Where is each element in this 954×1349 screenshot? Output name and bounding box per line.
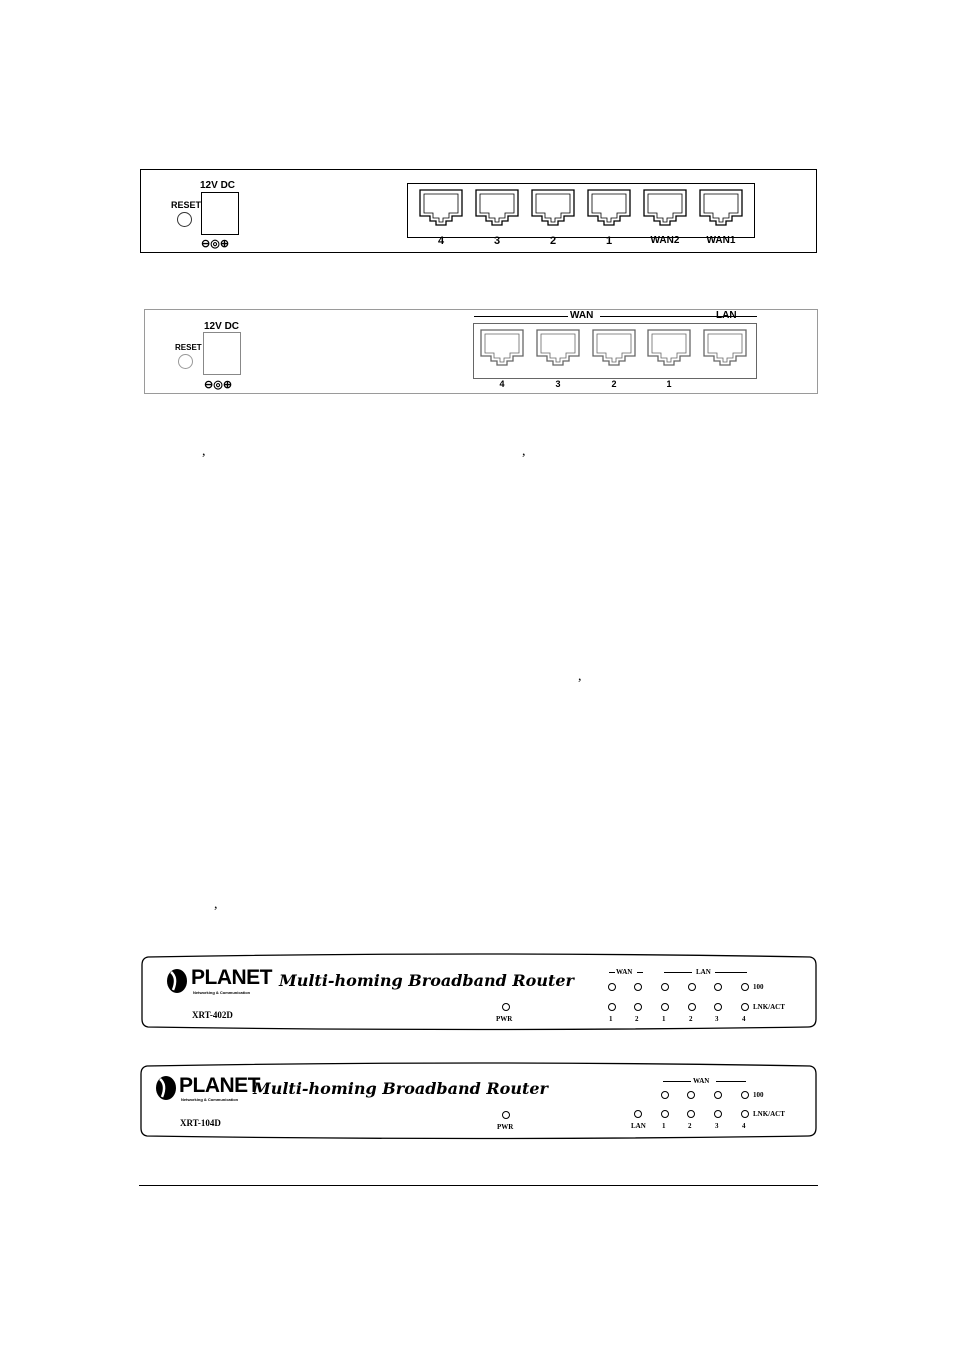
lan-bracket-line (715, 972, 747, 973)
link-led (741, 1003, 749, 1011)
rj45-port (645, 327, 693, 369)
link-led (714, 1110, 722, 1118)
front-panel-xrt402d (140, 953, 818, 1031)
pwr-label: PWR (497, 1123, 514, 1131)
rj45-port-icon (701, 327, 749, 369)
rj45-port (473, 187, 521, 229)
power-jack (201, 192, 239, 235)
rj45-port-icon (645, 327, 693, 369)
wan-group-label: WAN (693, 1077, 710, 1085)
link-led (687, 1110, 695, 1118)
port-label: 3 (555, 379, 561, 389)
wan-bracket-left (474, 316, 568, 317)
port-label: 4 (499, 379, 505, 389)
rear-panel-xrt104d (144, 309, 818, 394)
product-name: Multi-homing Broadband Router (279, 971, 574, 990)
model-number: XRT-402D (192, 1010, 233, 1020)
stray-mark: , (578, 669, 582, 684)
pwr-led (502, 1003, 510, 1011)
power-label: 12V DC (204, 321, 240, 332)
power-jack (203, 332, 241, 375)
port-label: WAN1 (706, 235, 736, 246)
wan-group-label: WAN (616, 968, 633, 976)
link-led (608, 1003, 616, 1011)
led-port-label: 1 (662, 1015, 666, 1023)
rj45-port (697, 187, 745, 229)
led-port-label: 2 (688, 1122, 692, 1130)
speed-led (661, 1091, 669, 1099)
speed-led (741, 983, 749, 991)
speed-row-label: 100 (753, 983, 764, 991)
rj45-port-icon (529, 187, 577, 229)
front-panel-xrt104d (139, 1062, 818, 1140)
reset-button (177, 212, 192, 227)
led-port-label: 2 (635, 1015, 639, 1023)
rj45-port-icon (534, 327, 582, 369)
speed-led (608, 983, 616, 991)
port-label: 4 (437, 235, 445, 247)
link-led (661, 1110, 669, 1118)
link-row-label: LNK/ACT (753, 1003, 785, 1011)
wan-bracket-line (663, 1081, 691, 1082)
led-port-label: 2 (689, 1015, 693, 1023)
reset-label: RESET (175, 343, 202, 352)
link-led (661, 1003, 669, 1011)
rj45-port (478, 327, 526, 369)
reset-label: RESET (171, 200, 202, 210)
polarity-symbol: ⊖◎⊕ (204, 379, 233, 391)
rj45-port (529, 187, 577, 229)
link-led (714, 1003, 722, 1011)
pwr-led (502, 1111, 510, 1119)
planet-globe-icon (155, 1075, 177, 1101)
stray-mark: , (202, 444, 206, 459)
link-led (634, 1003, 642, 1011)
led-port-label: 1 (662, 1122, 666, 1130)
speed-led (714, 983, 722, 991)
rj45-port-icon (417, 187, 465, 229)
led-port-label: 3 (715, 1122, 719, 1130)
led-port-label: 4 (742, 1015, 746, 1023)
port-label: 3 (493, 235, 501, 247)
wan-group-label: WAN (570, 310, 594, 321)
link-led (634, 1110, 642, 1118)
planet-globe-icon (166, 968, 188, 994)
speed-led (661, 983, 669, 991)
rj45-port (641, 187, 689, 229)
speed-led (714, 1091, 722, 1099)
lan-group-label: LAN (696, 968, 711, 976)
speed-led (687, 1091, 695, 1099)
wan-bracket-line (609, 972, 615, 973)
speed-led (634, 983, 642, 991)
rj45-port (701, 327, 749, 369)
speed-row-label: 100 (753, 1091, 764, 1099)
pwr-label: PWR (496, 1015, 513, 1023)
link-row-label: LNK/ACT (753, 1110, 785, 1118)
lan-bracket-line (664, 972, 692, 973)
speed-led (688, 983, 696, 991)
port-label: 1 (605, 235, 613, 247)
rj45-port-icon (697, 187, 745, 229)
footer-rule (139, 1185, 818, 1186)
reset-button (178, 354, 193, 369)
power-label: 12V DC (200, 180, 236, 191)
stray-mark: , (522, 444, 526, 459)
rj45-port-icon (590, 327, 638, 369)
rj45-port (590, 327, 638, 369)
led-port-label: LAN (631, 1122, 646, 1130)
rj45-port (585, 187, 633, 229)
rj45-port (417, 187, 465, 229)
wan-bracket-line (716, 1081, 746, 1082)
link-led (741, 1110, 749, 1118)
logo-text: PLANET (191, 966, 272, 989)
rj45-port-icon (478, 327, 526, 369)
polarity-symbol: ⊖◎⊕ (201, 238, 230, 250)
rj45-port-icon (641, 187, 689, 229)
wan-bracket-right (600, 316, 694, 317)
port-label: WAN2 (650, 235, 680, 246)
led-port-label: 4 (742, 1122, 746, 1130)
logo-subtitle: Networking & Communication (193, 990, 251, 995)
logo-subtitle: Networking & Communication (181, 1097, 239, 1102)
rj45-port-icon (473, 187, 521, 229)
model-number: XRT-104D (180, 1118, 221, 1128)
product-name: Multi-homing Broadband Router (253, 1079, 548, 1098)
port-label: 2 (611, 379, 617, 389)
wan-bracket-line (637, 972, 643, 973)
rj45-port-icon (585, 187, 633, 229)
led-port-label: 3 (715, 1015, 719, 1023)
stray-mark: , (214, 897, 218, 912)
port-label: 1 (666, 379, 672, 389)
speed-led (741, 1091, 749, 1099)
logo-text: PLANET (179, 1074, 260, 1097)
led-port-label: 1 (609, 1015, 613, 1023)
port-label: 2 (549, 235, 557, 247)
rj45-port (534, 327, 582, 369)
rear-panel-xrt402d (140, 169, 817, 253)
lan-bracket-line (691, 316, 757, 317)
link-led (688, 1003, 696, 1011)
